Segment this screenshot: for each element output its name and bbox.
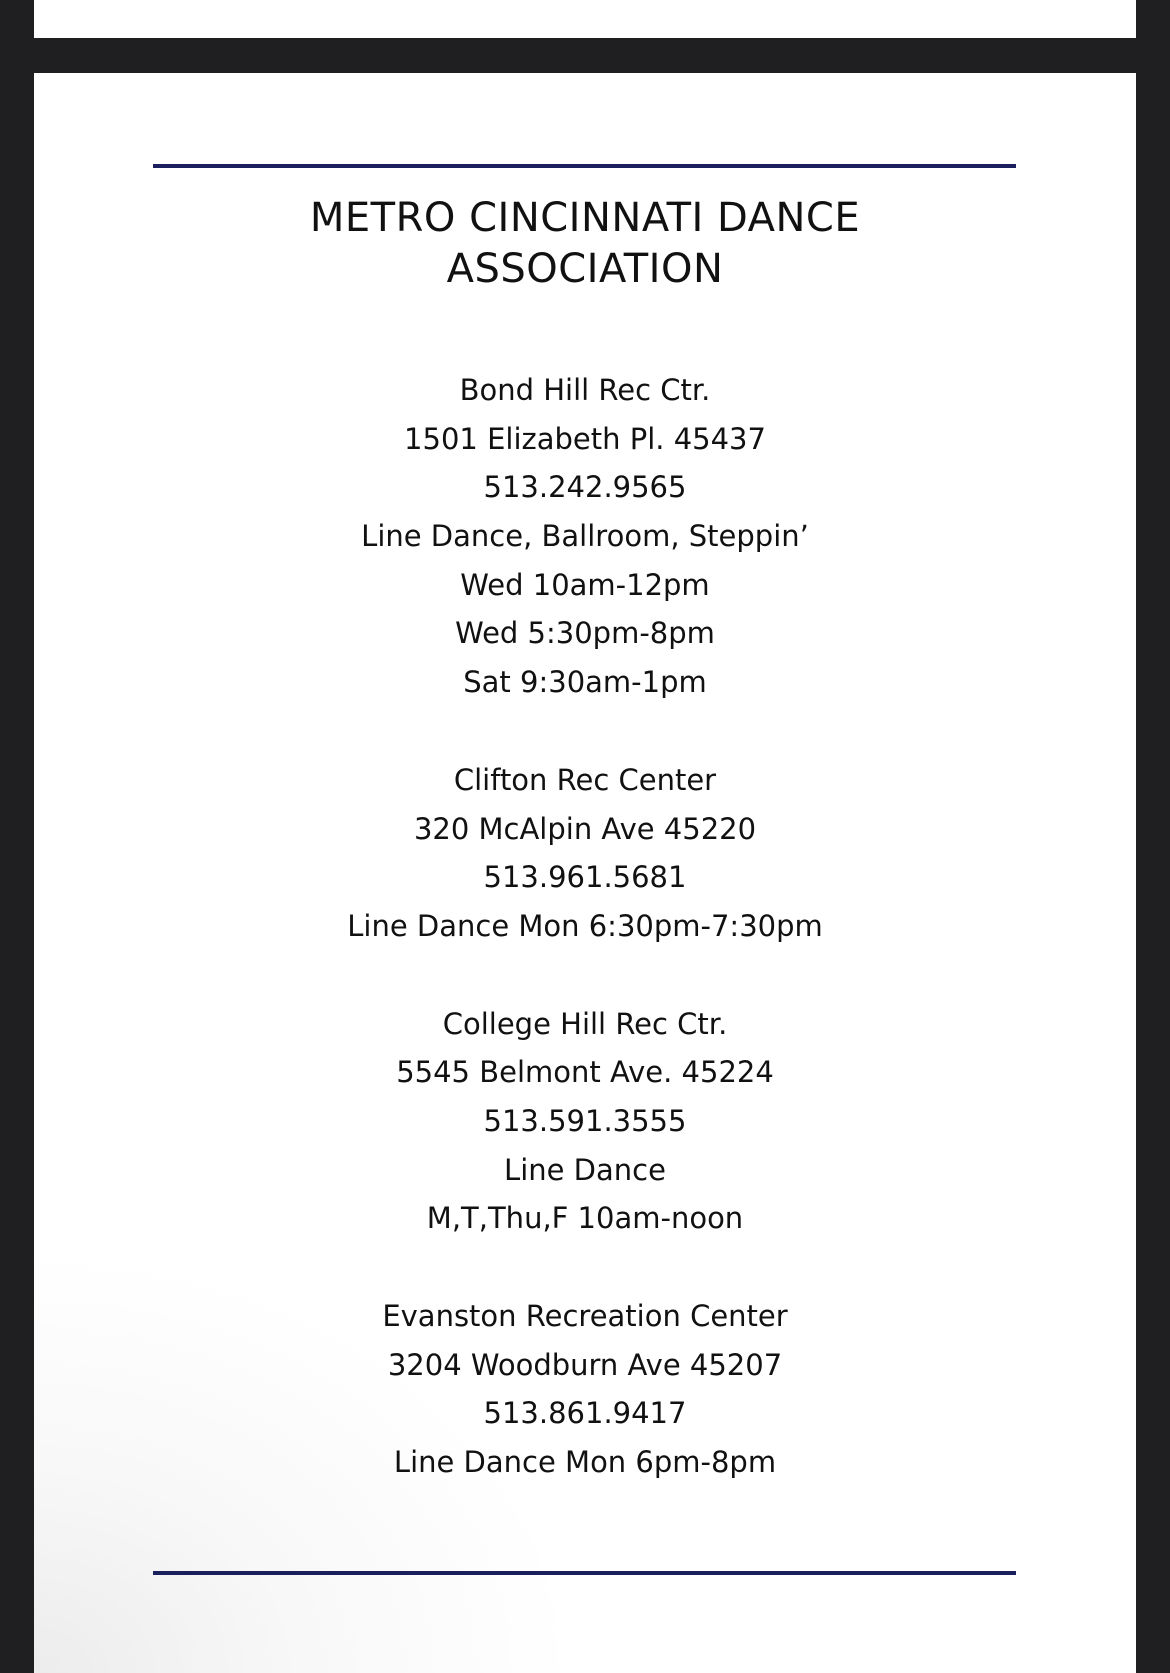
title-line-1: METRO CINCINNATI DANCE — [309, 195, 861, 241]
venue-name: College Hill Rec Ctr. — [442, 1006, 728, 1041]
venue-address: 320 McAlpin Ave 45220 — [413, 811, 757, 846]
venue-detail: Sat 9:30am-1pm — [463, 665, 707, 700]
venue-detail: Wed 5:30pm-8pm — [455, 616, 715, 651]
top-divider — [153, 164, 1016, 168]
venue-phone[interactable]: 513.961.5681 — [483, 860, 687, 895]
venue-detail: Wed 10am-12pm — [460, 567, 710, 602]
venue-evanston — [34, 1292, 1136, 1487]
venue-address: 3204 Woodburn Ave 45207 — [387, 1347, 783, 1382]
venue-address: 5545 Belmont Ave. 45224 — [396, 1055, 774, 1090]
venue-address: 1501 Elizabeth Pl. 45437 — [404, 421, 766, 456]
venue-detail: M,T,Thu,F 10am-noon — [426, 1201, 744, 1236]
venue-bond-hill — [34, 366, 1136, 707]
bottom-divider — [153, 1571, 1016, 1575]
venue-phone[interactable]: 513.242.9565 — [483, 470, 687, 505]
venue-name: Evanston Recreation Center — [382, 1299, 788, 1333]
venue-name: Bond Hill Rec Ctr. — [459, 373, 711, 407]
venue-detail: Line Dance Mon 6pm-8pm — [393, 1445, 777, 1480]
previous-page-edge — [34, 0, 1136, 38]
venue-college-hill — [34, 1000, 1136, 1243]
venue-phone[interactable]: 513.591.3555 — [483, 1103, 687, 1138]
venue-phone[interactable]: 513.861.9417 — [483, 1396, 687, 1431]
venue-detail: Line Dance, Ballroom, Steppin’ — [361, 519, 809, 554]
venue-list — [34, 366, 1136, 1536]
venue-name: Clifton Rec Center — [453, 762, 717, 797]
venue-detail: Line Dance — [504, 1152, 666, 1187]
page-title — [34, 193, 1136, 295]
title-line-2: ASSOCIATION — [446, 246, 724, 292]
document-page — [34, 73, 1136, 1673]
venue-clifton — [34, 756, 1136, 951]
venue-detail: Line Dance Mon 6:30pm-7:30pm — [347, 908, 823, 943]
